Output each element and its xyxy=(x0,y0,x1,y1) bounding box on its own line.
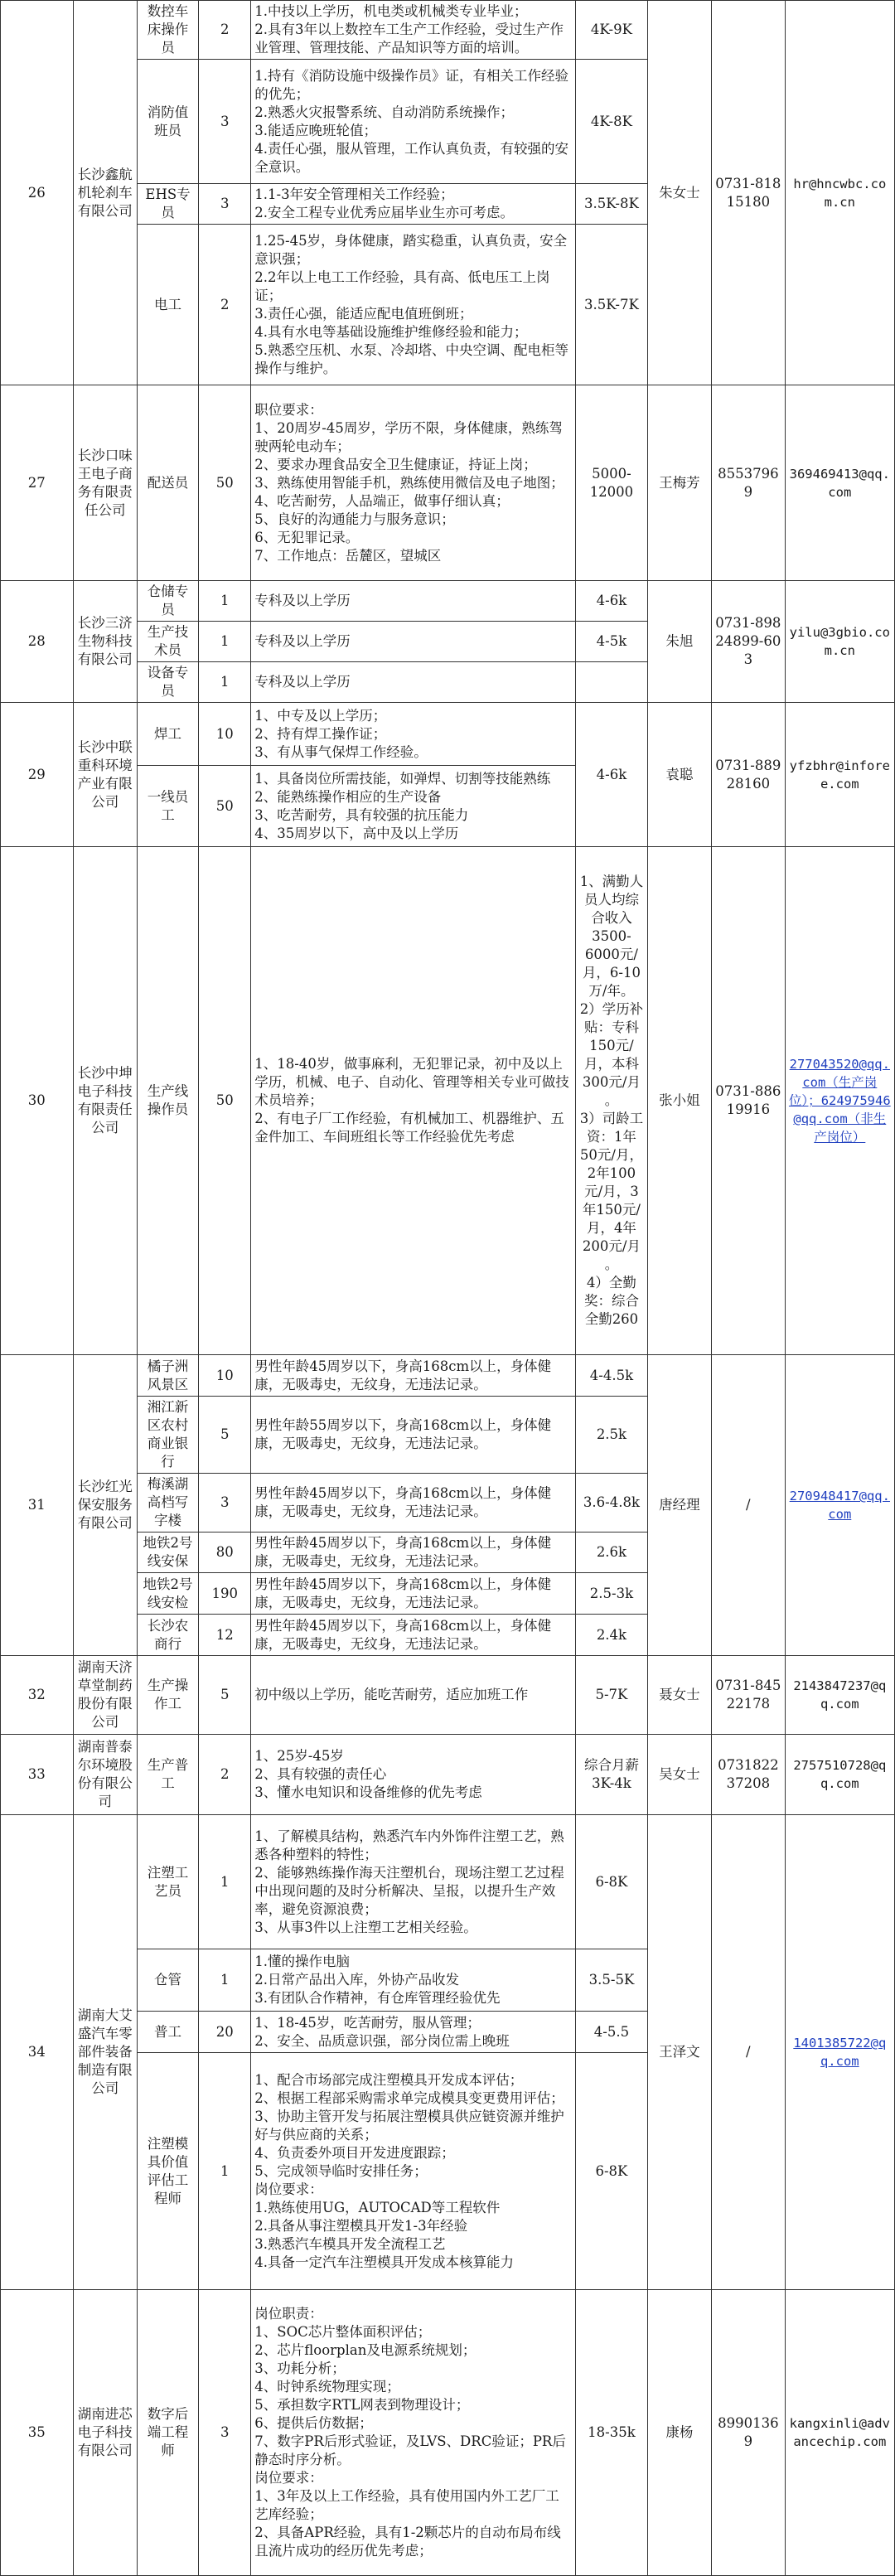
salary: 6-8K xyxy=(576,2053,648,2290)
requirements: 岗位职责： 1、SOC芯片整体面积评估； 2、芯片floorplan及电源系统规划； 3、功耗分析； 4、时钟系统物理实现； 5、承担数字RTL网表到物理设计； 6、提供后仿数据； 7、数字PR后形式验证，及LVS、DRC验证；PR后静态时序分析。 岗位要求： 1、3年及以上工作经验，具有使用国内外工艺厂工艺库经验； 2、具备APR经验，具有1-2颗芯片的自动布局布线且流片成功的经历优先考虑； xyxy=(251,2290,576,2576)
requirements: 男性年龄45周岁以下，身高168cm以上，身体健康，无吸毒史，无纹身，无违法记录。 xyxy=(251,1474,576,1533)
position-name: 普工 xyxy=(137,2012,198,2053)
requirements: 1.懂的操作电脑 2.日常产品出入库，外协产品收发 3.有团队合作精神，有仓库管理经验优先 xyxy=(251,1949,576,2012)
contact-email xyxy=(785,1815,894,2290)
table-row xyxy=(1,2290,895,2576)
contact-person: 袁聪 xyxy=(647,703,711,847)
requirements: 男性年龄45周岁以下，身高168cm以上，身体健康，无吸毒史，无纹身，无违法记录。 xyxy=(251,1355,576,1397)
contact-person: 张小姐 xyxy=(647,847,711,1355)
contact-person: 聂女士 xyxy=(647,1656,711,1735)
headcount: 1 xyxy=(199,1815,251,1949)
table-row xyxy=(1,385,895,581)
contact-email: yfzbhr@inforee.com xyxy=(785,703,894,847)
position-name: 仓储专员 xyxy=(137,581,198,622)
salary: 4-6k xyxy=(576,703,648,847)
headcount: 10 xyxy=(199,703,251,766)
contact-email: 2757510728@qq.com xyxy=(785,1735,894,1815)
headcount: 1 xyxy=(199,1949,251,2012)
requirements: 1.持有《消防设施中级操作员》证，有相关工作经验的优先； 2.熟悉火灾报警系统、自动消防系统操作； 3.能适应晚班轮值； 4.责任心强，服从管理，工作认真负责，有较强的安全意识。 xyxy=(251,60,576,184)
salary: 2.4k xyxy=(576,1615,648,1656)
salary: 3.5-5K xyxy=(576,1949,648,2012)
salary: 3.5K-7K xyxy=(576,225,648,385)
requirements: 1、具备岗位所需技能，如弹焊、切割等技能熟练 2、能熟练操作相应的生产设备 3、吃苦耐劳，具有较强的抗压能力 4、35周岁以下，高中及以上学历 xyxy=(251,766,576,847)
contact-person: 王梅芳 xyxy=(647,385,711,581)
row-number: 30 xyxy=(1,847,74,1355)
company-name: 长沙红光保安服务有限公司 xyxy=(73,1355,137,1656)
company-name: 长沙鑫航机轮刹车有限公司 xyxy=(73,1,137,385)
salary: 5000-12000 xyxy=(576,385,648,581)
salary: 4K-9K xyxy=(576,1,648,60)
contact-email: 2143847237@qq.com xyxy=(785,1656,894,1735)
company-name: 长沙口味王电子商务有限责任公司 xyxy=(73,385,137,581)
requirements: 专科及以上学历 xyxy=(251,622,576,662)
row-number: 27 xyxy=(1,385,74,581)
table-row xyxy=(1,703,895,766)
table-row xyxy=(1,581,895,622)
position-name: 设备专员 xyxy=(137,662,198,703)
position-name: 一线员工 xyxy=(137,766,198,847)
headcount: 80 xyxy=(199,1533,251,1573)
salary: 4-6k xyxy=(576,581,648,622)
table-row xyxy=(1,1355,895,1397)
requirements: 男性年龄55周岁以下，身高168cm以上，身体健康，无吸毒史，无纹身，无违法记录。 xyxy=(251,1397,576,1474)
headcount: 50 xyxy=(199,385,251,581)
salary: 2.6k xyxy=(576,1533,648,1573)
salary: 18-35k xyxy=(576,2290,648,2576)
requirements: 1.1-3年安全管理相关工作经验； 2.安全工程专业优秀应届毕业生亦可考虑。 xyxy=(251,184,576,225)
contact-email xyxy=(785,1355,894,1656)
company-name: 长沙中坤电子科技有限责任公司 xyxy=(73,847,137,1355)
contact-email: yilu@3gbio.com.cn xyxy=(785,581,894,703)
contact-phone: 89901369 xyxy=(712,2290,786,2576)
headcount: 1 xyxy=(199,2053,251,2290)
headcount: 3 xyxy=(199,1474,251,1533)
table-row xyxy=(1,1,895,60)
salary: 3.5K-8K xyxy=(576,184,648,225)
requirements: 男性年龄45周岁以下，身高168cm以上，身体健康，无吸毒史，无纹身，无违法记录。 xyxy=(251,1533,576,1573)
row-number: 35 xyxy=(1,2290,74,2576)
salary: 1、满勤人员人均综合收入3500-6000元/月，6-10万/年。 2）学历补贴：专科150元/月，本科300元/月 。 3）司龄工资：1年50元/月，2年100元/月，3年150元/月，4年200元/月 。 4）全勤奖：综合全勤260 xyxy=(576,847,648,1355)
contact-person: 王泽文 xyxy=(647,1815,711,2290)
position-name: 数字后端工程师 xyxy=(137,2290,198,2576)
position-name: 生产线操作员 xyxy=(137,847,198,1355)
contact-email xyxy=(785,847,894,1355)
salary: 5-7K xyxy=(576,1656,648,1735)
company-name: 长沙中联重科环境产业有限公司 xyxy=(73,703,137,847)
table-row xyxy=(1,1815,895,1949)
requirements: 1.中技以上学历，机电类或机械类专业毕业； 2.具有3年以上数控车工生产工作经验，受过生产作业管理、管理技能、产品知识等方面的培训。 xyxy=(251,1,576,60)
position-name: 橘子洲风景区 xyxy=(137,1355,198,1397)
headcount: 3 xyxy=(199,2290,251,2576)
headcount: 5 xyxy=(199,1656,251,1735)
row-number: 34 xyxy=(1,1815,74,2290)
contact-phone: / xyxy=(712,1355,786,1656)
headcount: 1 xyxy=(199,622,251,662)
position-name: 注塑模具价值评估工程师 xyxy=(137,2053,198,2290)
contact-phone: 0731-81815180 xyxy=(712,1,786,385)
requirements: 职位要求： 1、20周岁-45周岁，学历不限，身体健康，熟练驾驶两轮电动车； 2、要求办理食品安全卫生健康证，持证上岗； 3、熟练使用智能手机，熟练使用微信及电子地图； 4、吃苦耐劳，人品端正，做事仔细认真； 5、良好的沟通能力与服务意识； 6、无犯罪记录。 7、工作地点：岳麓区，望城区 xyxy=(251,385,576,581)
contact-phone: 073182237208 xyxy=(712,1735,786,1815)
contact-email: hr@hncwbc.com.cn xyxy=(785,1,894,385)
salary xyxy=(576,662,648,703)
company-name: 湖南大艾盛汽车零部件装备制造有限公司 xyxy=(73,1815,137,2290)
company-name: 长沙三济生物科技有限公司 xyxy=(73,581,137,703)
requirements: 1、配合市场部完成注塑模具开发成本评估； 2、根据工程部采购需求单完成模具变更费用评估； 3、协助主管开发与拓展注塑模具供应链资源并维护好与供应商的关系； 4、负责委外项目开发进度跟踪； 5、完成领导临时安排任务； 岗位要求： 1.熟练使用UG，AUTOCAD等工程软件 2.具备从事注塑模具开发1-3年经验 3.熟悉汽车模具开发全流程工艺 4.具备一定汽车注塑模具开发成本核算能力 xyxy=(251,2053,576,2290)
position-name: 生产技术员 xyxy=(137,622,198,662)
salary: 3.6-4.8k xyxy=(576,1474,648,1533)
requirements: 1、中专及以上学历； 2、持有焊工操作证； 3、有从事气保焊工作经验。 xyxy=(251,703,576,766)
position-name: 焊工 xyxy=(137,703,198,766)
salary: 6-8K xyxy=(576,1815,648,1949)
headcount: 1 xyxy=(199,581,251,622)
salary: 4K-8K xyxy=(576,60,648,184)
position-name: 地铁2号线安检 xyxy=(137,1573,198,1615)
requirements: 1.25-45岁，身体健康，踏实稳重，认真负责，安全意识强； 2.2年以上电工工作经验，具有高、低电压工上岗证； 3.责任心强，能适应配电值班倒班； 4.具有水电等基础设施维护维修经验和能力； 5.熟悉空压机、水泵、冷却塔、中央空调、配电柜等操作与维护。 xyxy=(251,225,576,385)
contact-person: 康杨 xyxy=(647,2290,711,2576)
headcount: 50 xyxy=(199,847,251,1355)
salary: 4-4.5k xyxy=(576,1355,648,1397)
position-name: 消防值班员 xyxy=(137,60,198,184)
salary: 综合月薪3K-4k xyxy=(576,1735,648,1815)
position-name: 地铁2号线安保 xyxy=(137,1533,198,1573)
row-number: 33 xyxy=(1,1735,74,1815)
company-name: 湖南普泰尔环境股份有限公司 xyxy=(73,1735,137,1815)
contact-phone: 0731-89824899-603 xyxy=(712,581,786,703)
salary: 2.5-3k xyxy=(576,1573,648,1615)
contact-email: 369469413@qq.com xyxy=(785,385,894,581)
headcount: 2 xyxy=(199,1735,251,1815)
headcount: 10 xyxy=(199,1355,251,1397)
requirements: 1、18-40岁，做事麻利，无犯罪记录，初中及以上学历，机械、电子、自动化、管理等相关专业可做技术员培养； 2、有电子厂工作经验，有机械加工、机器维护、五金件加工、车间班组长等工作经验优先考虑 xyxy=(251,847,576,1355)
email-link[interactable]: 1401385722@qq.com xyxy=(793,2036,887,2069)
company-name: 湖南天济草堂制药股份有限公司 xyxy=(73,1656,137,1735)
headcount: 3 xyxy=(199,60,251,184)
position-name: 数控车床操作员 xyxy=(137,1,198,60)
contact-phone: 0731-88928160 xyxy=(712,703,786,847)
contact-email: kangxinli@advancechip.com xyxy=(785,2290,894,2576)
position-name: 生产普工 xyxy=(137,1735,198,1815)
requirements: 1、了解模具结构，熟悉汽车内外饰件注塑工艺，熟悉各种塑料的特性； 2、能够熟练操作海天注塑机台，现场注塑工艺过程中出现问题的及时分析解决、呈报，以提升生产效率，避免资源浪费； 3、从事3件以上注塑工艺相关经验。 xyxy=(251,1815,576,1949)
headcount: 3 xyxy=(199,184,251,225)
contact-phone: 0731-88619916 xyxy=(712,847,786,1355)
email-link[interactable]: 277043520@qq.com（生产岗位）； xyxy=(788,1057,890,1108)
headcount: 20 xyxy=(199,2012,251,2053)
table-row xyxy=(1,847,895,1355)
requirements: 专科及以上学历 xyxy=(251,581,576,622)
requirements: 专科及以上学历 xyxy=(251,662,576,703)
email-link[interactable]: 270948417@qq.com xyxy=(789,1489,890,1522)
salary: 4-5.5 xyxy=(576,2012,648,2053)
position-name: 仓管 xyxy=(137,1949,198,2012)
headcount: 2 xyxy=(199,225,251,385)
headcount: 50 xyxy=(199,766,251,847)
position-name: 生产操作工 xyxy=(137,1656,198,1735)
row-number: 29 xyxy=(1,703,74,847)
row-number: 31 xyxy=(1,1355,74,1656)
position-name: EHS专员 xyxy=(137,184,198,225)
contact-phone: 85537969 xyxy=(712,385,786,581)
contact-person: 朱旭 xyxy=(647,581,711,703)
requirements: 男性年龄45周岁以下，身高168cm以上，身体健康，无吸毒史，无纹身，无违法记录。 xyxy=(251,1615,576,1656)
position-name: 注塑工艺员 xyxy=(137,1815,198,1949)
contact-person: 唐经理 xyxy=(647,1355,711,1656)
position-name: 长沙农商行 xyxy=(137,1615,198,1656)
table-row xyxy=(1,1735,895,1815)
position-name: 湘江新区农村商业银行 xyxy=(137,1397,198,1474)
requirements: 男性年龄45周岁以下，身高168cm以上，身体健康，无吸毒史，无纹身，无违法记录。 xyxy=(251,1573,576,1615)
table-row xyxy=(1,1656,895,1735)
headcount: 2 xyxy=(199,1,251,60)
contact-person: 吴女士 xyxy=(647,1735,711,1815)
row-number: 32 xyxy=(1,1656,74,1735)
salary: 4-5k xyxy=(576,622,648,662)
salary: 2.5k xyxy=(576,1397,648,1474)
headcount: 190 xyxy=(199,1573,251,1615)
contact-phone: / xyxy=(712,1815,786,2290)
headcount: 1 xyxy=(199,662,251,703)
headcount: 12 xyxy=(199,1615,251,1656)
company-name: 湖南进芯电子科技有限公司 xyxy=(73,2290,137,2576)
row-number: 28 xyxy=(1,581,74,703)
position-name: 电工 xyxy=(137,225,198,385)
row-number: 26 xyxy=(1,1,74,385)
contact-phone: 0731-84522178 xyxy=(712,1656,786,1735)
requirements: 初中级以上学历，能吃苦耐劳，适应加班工作 xyxy=(251,1656,576,1735)
requirements: 1、25岁-45岁 2、具有较强的责任心 3、懂水电知识和设备维修的优先考虑 xyxy=(251,1735,576,1815)
position-name: 配送员 xyxy=(137,385,198,581)
position-name: 梅溪湖高档写字楼 xyxy=(137,1474,198,1533)
headcount: 5 xyxy=(199,1397,251,1474)
requirements: 1、18-45岁，吃苦耐劳，服从管理； 2、安全、品质意识强，部分岗位需上晚班 xyxy=(251,2012,576,2053)
email-link[interactable]: 624975946@qq.com（非生产岗位） xyxy=(793,1093,891,1145)
contact-person: 朱女士 xyxy=(647,1,711,385)
